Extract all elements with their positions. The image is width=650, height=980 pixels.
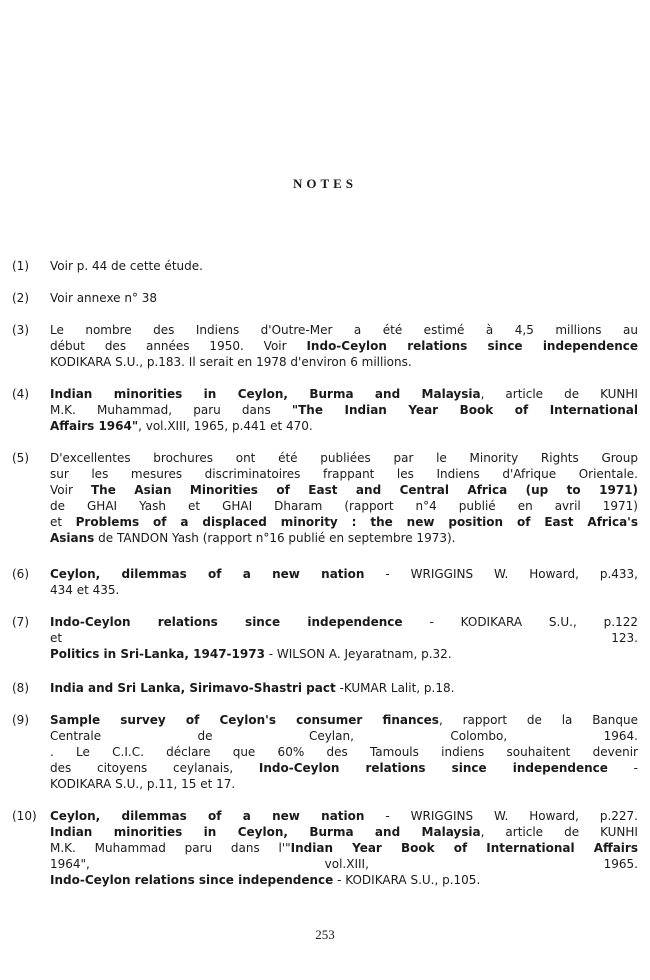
note-segment: - WRIGGINS W. Howard, p.433, bbox=[364, 567, 638, 581]
note-line bbox=[50, 466, 638, 482]
note-text bbox=[50, 712, 638, 792]
note-item bbox=[12, 450, 638, 546]
bold-title: Indian Year Book of International Affairs bbox=[290, 841, 638, 855]
note-line bbox=[50, 338, 638, 354]
note-segment: de TANDON Yash (rapport n°16 publié en septembre 1973). bbox=[94, 531, 456, 545]
bold-title: Indo-Ceylon relations since independence bbox=[50, 615, 403, 629]
note-line bbox=[50, 856, 638, 872]
note-segment: D'excellentes brochures ont été publiées par le Minority Rights Group bbox=[50, 451, 638, 465]
note-line bbox=[50, 450, 638, 466]
note-segment: , article de KUNHI bbox=[480, 825, 638, 839]
note-line bbox=[50, 630, 638, 646]
note-item bbox=[12, 808, 638, 888]
note-segment: Voir p. 44 de cette étude. bbox=[50, 259, 203, 273]
note-line bbox=[50, 498, 638, 514]
note-text bbox=[50, 258, 638, 274]
bold-title: Sample survey of Ceylon's consumer finances bbox=[50, 713, 439, 727]
note-line bbox=[50, 322, 638, 338]
note-number: (1) bbox=[12, 259, 29, 273]
note-line bbox=[50, 514, 638, 530]
note-segment: et 123. bbox=[50, 631, 638, 645]
note-line bbox=[50, 582, 638, 598]
note-line bbox=[50, 418, 638, 434]
page-title: NOTES bbox=[292, 176, 358, 191]
note-segment: et bbox=[50, 515, 76, 529]
note-item bbox=[12, 322, 638, 370]
note-line bbox=[50, 386, 638, 402]
note-number: (8) bbox=[12, 681, 29, 695]
note-number: (7) bbox=[12, 615, 29, 629]
note-number: (4) bbox=[12, 387, 29, 401]
note-item bbox=[12, 680, 638, 696]
note-text bbox=[50, 450, 638, 546]
bold-title: Indian minorities in Ceylon, Burma and Malaysia bbox=[50, 825, 481, 839]
note-segment: KODIKARA S.U., p.183. Il serait en 1978 d'environ 6 millions. bbox=[50, 355, 412, 369]
bold-title: Indo-Ceylon relations since independence bbox=[258, 761, 608, 775]
bold-title: Asians bbox=[50, 531, 95, 545]
note-line bbox=[50, 680, 638, 696]
note-item bbox=[12, 258, 638, 274]
note-text bbox=[50, 614, 638, 662]
note-line bbox=[50, 482, 638, 498]
note-item bbox=[12, 712, 638, 792]
note-segment: - KODIKARA S.U., p.105. bbox=[333, 873, 481, 887]
note-number: (5) bbox=[12, 451, 29, 465]
note-line bbox=[50, 728, 638, 744]
note-line bbox=[50, 646, 638, 662]
note-line bbox=[50, 712, 638, 728]
note-text bbox=[50, 566, 638, 598]
note-item bbox=[12, 386, 638, 434]
note-item bbox=[12, 566, 638, 598]
note-line bbox=[50, 614, 638, 630]
note-line bbox=[50, 760, 638, 776]
note-segment: - WILSON A. Jeyaratnam, p.32. bbox=[264, 647, 452, 661]
bold-title: Ceylon, dilemmas of a new nation bbox=[50, 809, 365, 823]
note-segment: Le nombre des Indiens d'Outre-Mer a été estimé à 4,5 millions au bbox=[50, 323, 638, 337]
note-segment: début des années 1950. Voir bbox=[50, 339, 307, 353]
note-text bbox=[50, 386, 638, 434]
note-segment: des citoyens ceylanais, bbox=[50, 761, 259, 775]
note-segment: , rapport de la Banque bbox=[438, 713, 638, 727]
note-line bbox=[50, 354, 638, 370]
note-segment: - KODIKARA S.U., p.122 bbox=[402, 615, 638, 629]
bold-title: Indo-Ceylon relations since independence bbox=[306, 339, 638, 353]
note-segment: -KUMAR Lalit, p.18. bbox=[335, 681, 455, 695]
note-segment: , vol.XIII, 1965, p.441 et 470. bbox=[138, 419, 313, 433]
note-number: (6) bbox=[12, 567, 29, 581]
note-segment: de GHAI Yash et GHAI Dharam (rapport n°4 publié en avril 1971) bbox=[50, 499, 638, 513]
note-segment: sur les mesures discriminatoires frappant les Indiens d'Afrique Orientale. bbox=[50, 467, 638, 481]
note-number: (3) bbox=[12, 323, 29, 337]
note-number: (10) bbox=[12, 809, 37, 823]
note-segment: , article de KUNHI bbox=[480, 387, 638, 401]
note-segment: - bbox=[607, 761, 638, 775]
note-line bbox=[50, 776, 638, 792]
note-segment: Centrale de Ceylan, Colombo, 1964. bbox=[50, 729, 638, 743]
note-number: (9) bbox=[12, 713, 29, 727]
note-segment: . Le C.I.C. déclare que 60% des Tamouls indiens souhaitent devenir bbox=[50, 745, 638, 759]
note-line bbox=[50, 872, 638, 888]
note-line bbox=[50, 566, 638, 582]
note-segment: 1964", vol.XIII, 1965. bbox=[50, 857, 638, 871]
bold-title: Indo-Ceylon relations since independence bbox=[50, 873, 334, 887]
note-text bbox=[50, 808, 638, 888]
note-line bbox=[50, 840, 638, 856]
note-line bbox=[50, 824, 638, 840]
note-segment: Voir bbox=[50, 483, 91, 497]
note-line bbox=[50, 258, 638, 274]
note-segment: M.K. Muhammad, paru dans bbox=[50, 403, 292, 417]
note-segment: 434 et 435. bbox=[50, 583, 120, 597]
note-segment: Voir annexe n° 38 bbox=[50, 291, 158, 305]
note-item bbox=[12, 614, 638, 662]
bold-title: Indian minorities in Ceylon, Burma and Malaysia bbox=[50, 387, 481, 401]
bold-title: India and Sri Lanka, Sirimavo-Shastri pact bbox=[50, 681, 336, 695]
note-line bbox=[50, 290, 638, 306]
note-text bbox=[50, 290, 638, 306]
note-line bbox=[50, 808, 638, 824]
note-segment: - WRIGGINS W. Howard, p.227. bbox=[364, 809, 638, 823]
note-number: (2) bbox=[12, 291, 29, 305]
note-text bbox=[50, 322, 638, 370]
bold-title: Problems of a displaced minority : the new position of East Africa's bbox=[75, 515, 638, 529]
bold-title: Affairs 1964" bbox=[50, 419, 139, 433]
bold-title: The Asian Minorities of East and Central Africa (up to 1971) bbox=[90, 483, 638, 497]
page-number: 253 bbox=[315, 927, 335, 942]
note-line bbox=[50, 530, 638, 546]
note-segment: KODIKARA S.U., p.11, 15 et 17. bbox=[50, 777, 236, 791]
note-line bbox=[50, 402, 638, 418]
bold-title: Politics in Sri-Lanka, 1947-1973 bbox=[50, 647, 265, 661]
bold-title: Ceylon, dilemmas of a new nation bbox=[50, 567, 365, 581]
note-segment: M.K. Muhammad paru dans l'" bbox=[50, 841, 291, 855]
bold-title: "The Indian Year Book of International bbox=[291, 403, 638, 417]
note-text bbox=[50, 680, 638, 696]
note-line bbox=[50, 744, 638, 760]
note-item bbox=[12, 290, 638, 306]
